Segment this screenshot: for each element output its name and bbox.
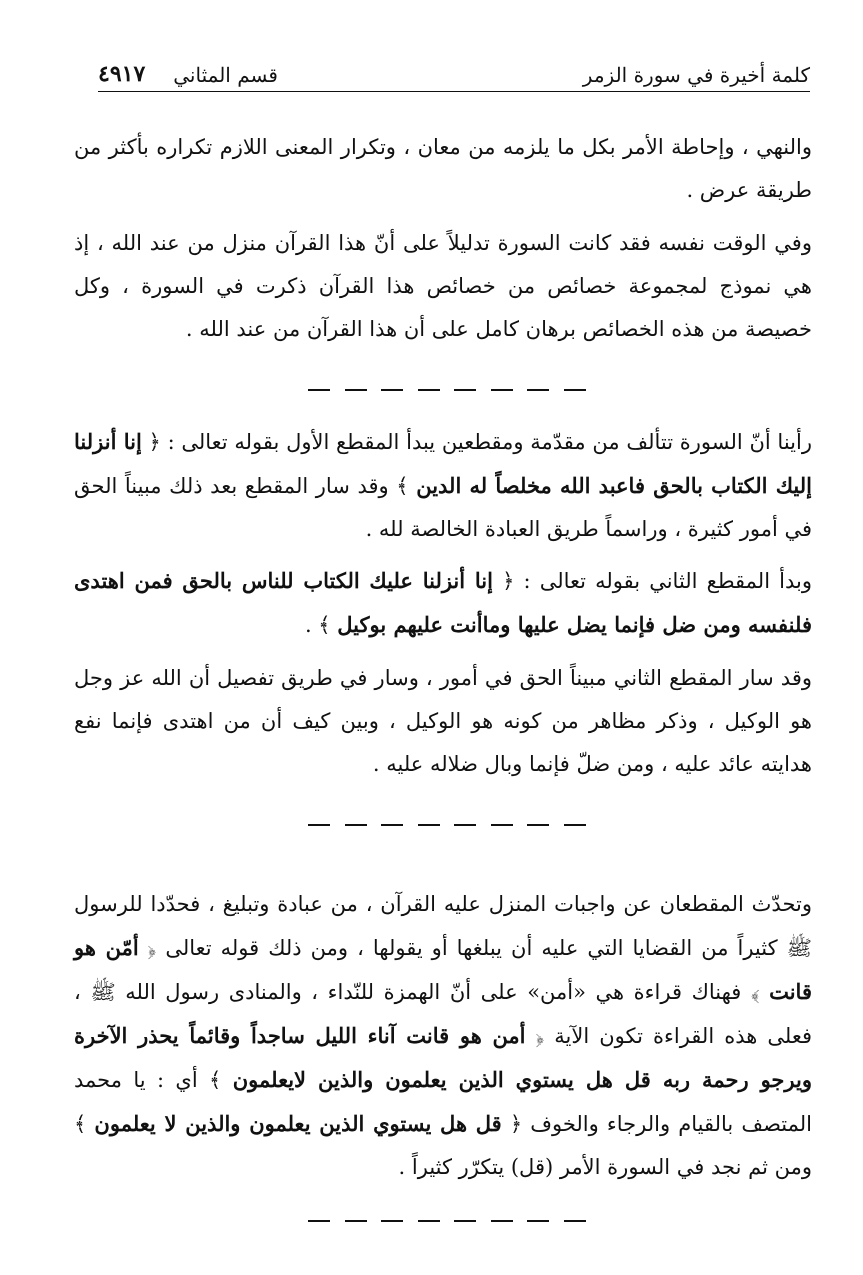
paragraph bbox=[74, 559, 812, 647]
section-separator bbox=[308, 1214, 586, 1228]
chapter-title: كلمة أخيرة في سورة الزمر bbox=[582, 63, 810, 87]
paragraph bbox=[74, 657, 812, 786]
body-text: ﴾ . bbox=[304, 613, 338, 637]
paragraph-group-2 bbox=[74, 420, 812, 786]
paragraph-group-1 bbox=[74, 126, 812, 351]
body-text: ﴾ أي : يا محمد المتصف بالقيام والرجاء والخوف ﴿ bbox=[74, 1068, 812, 1136]
body-text: وفي الوقت نفسه فقد كانت السورة تدليلاً على أنّ هذا القرآن منزل من عند الله ، إذ هي نموذج لمجموعة خصائص من خصائص هذا القرآن ذكرت في السورة ، وكل خصيصة من هذه الخصائص برهان كامل على أن هذا القرآن من عند الله . bbox=[74, 231, 812, 341]
quran-verse: أمن هو قانت آناء الليل ساجداً وقائماً يحذر الآخرة ويرجو رحمة ربه قل هل يستوي الذين يعلمون والذين لايعلمون bbox=[74, 1023, 812, 1092]
quran-verse: قل هل يستوي الذين يعلمون والذين لا يعلمون bbox=[94, 1111, 502, 1136]
paragraph-group-3 bbox=[74, 883, 812, 1189]
quran-verse: إنا أنزلنا عليك الكتاب للناس بالحق فمن اهتدى فلنفسه ومن ضل فإنما يضل عليها وماأنت عليهم بوكيل bbox=[74, 568, 812, 637]
header-left bbox=[98, 61, 278, 87]
quran-verse: أمّن هو قانت bbox=[74, 935, 812, 1004]
body-text: وبدأ المقطع الثاني بقوله تعالى : ﴿ bbox=[492, 569, 813, 593]
quran-verse: إنا أنزلنا إليك الكتاب بالحق فاعبد الله مخلصاً له الدين bbox=[74, 429, 812, 498]
body-text: ﴾ وقد سار المقطع بعد ذلك مبيناً الحق في أمور كثيرة ، وراسماً طريق العبادة الخالصة لله . bbox=[74, 474, 812, 541]
body-text: وقد سار المقطع الثاني مبيناً الحق في أمور ، وسار في طريق تفصيل أن الله عز وجل هو الوكيل ، وذكر مظاهر من كونه هو الوكيل ، وبين كيف أن من اهتدى فإنما نفع هدايته عائد عليه ، ومن ضلّ فإنما وبال ضلاله عليه . bbox=[74, 666, 812, 776]
body-text: وتحدّث المقطعان عن واجبات المنزل عليه القرآن ، من عبادة وتبليغ ، فحدّدا للرسول ﷺ كثيراً من القضايا التي عليه أن يبلغها أو يقولها ، ومن ذلك قوله تعالى ﴿ bbox=[74, 892, 812, 960]
paragraph bbox=[74, 420, 812, 551]
section-name: قسم المثاني bbox=[173, 63, 278, 87]
body-text: ﴾ فهناك قراءة هي «أمن» على أنّ الهمزة للنّداء ، والمنادى رسول الله ﷺ ، فعلى هذه القراءة تكون الآية ﴿ bbox=[74, 980, 812, 1048]
body-text: والنهي ، وإحاطة الأمر بكل ما يلزمه من معان ، وتكرار المعنى اللازم تكراره بأكثر من طريقة عرض . bbox=[74, 135, 812, 202]
body-text: ﴾ ومن ثم نجد في السورة الأمر (قل) يتكرّر كثيراً . bbox=[74, 1112, 812, 1179]
body-text: رأينا أنّ السورة تتألف من مقدّمة ومقطعين يبدأ المقطع الأول بقوله تعالى : ﴿ bbox=[141, 430, 812, 454]
paragraph bbox=[74, 126, 812, 212]
running-header bbox=[98, 58, 810, 92]
section-separator bbox=[308, 383, 586, 397]
section-separator bbox=[308, 818, 586, 832]
page-number: ٤٩١٧ bbox=[98, 61, 146, 87]
paragraph bbox=[74, 883, 812, 1189]
paragraph bbox=[74, 222, 812, 351]
